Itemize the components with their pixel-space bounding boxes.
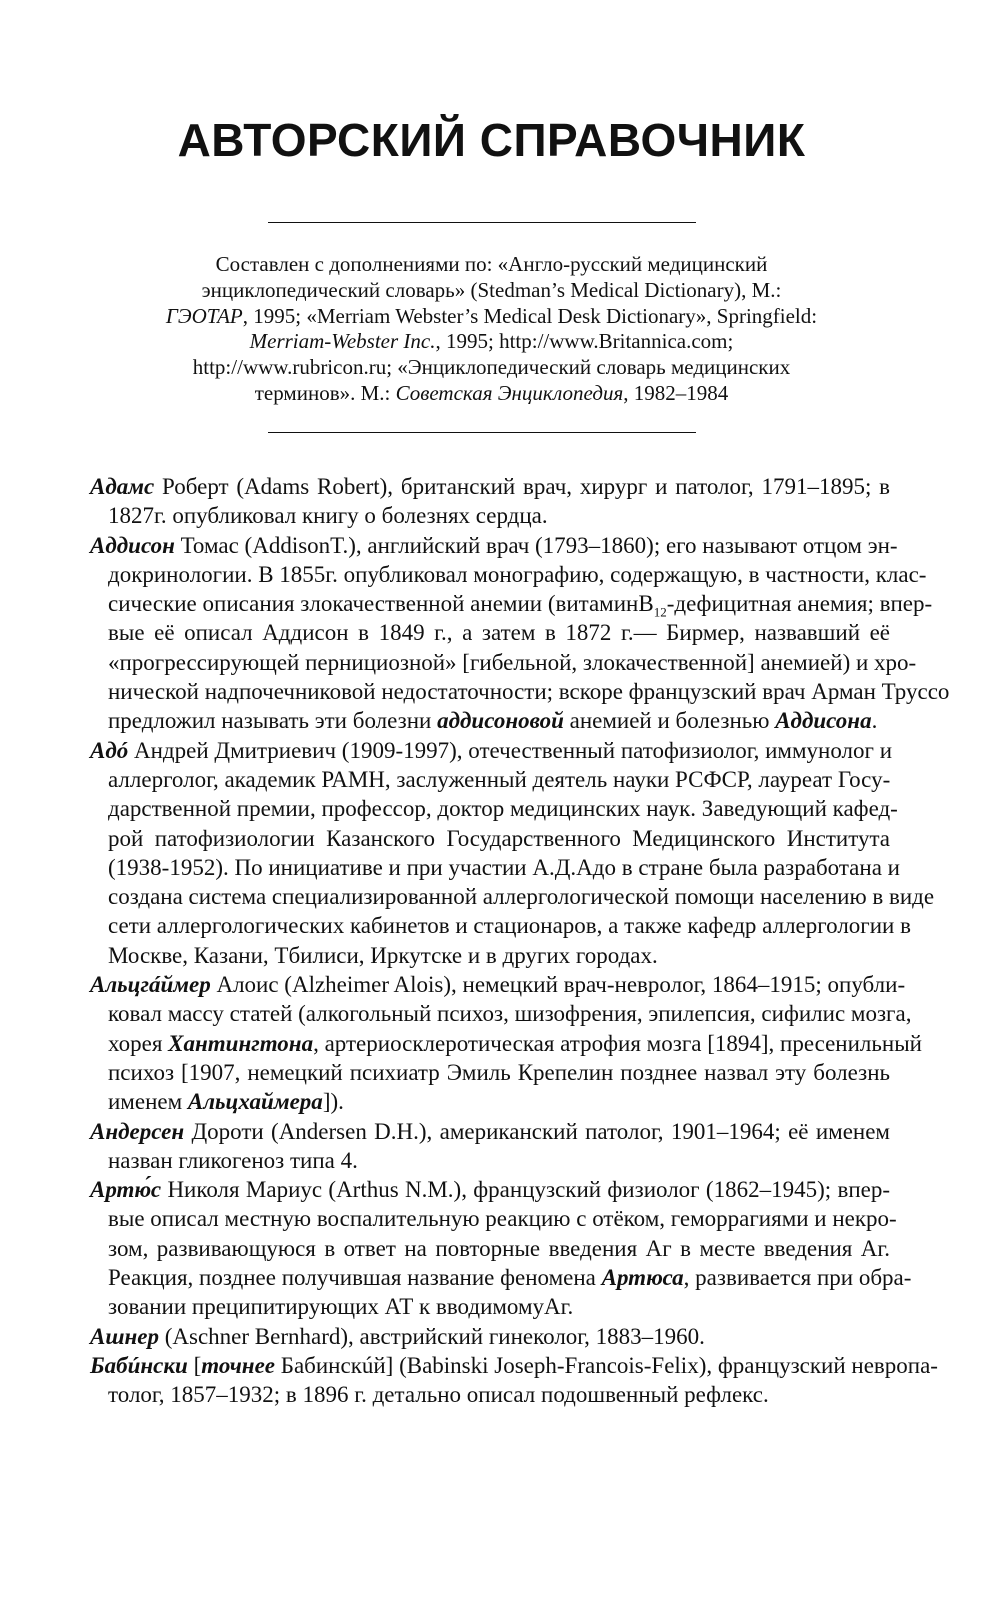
emphasis-term: Альцхаймера	[187, 1089, 323, 1115]
entry-line: создана система специализированной аллергологической помощи населению в виде	[108, 884, 935, 910]
entry-alzheimer	[90, 970, 922, 1116]
emphasis-term: Артюса	[601, 1265, 684, 1291]
entry-headword: Андерсен	[90, 1118, 185, 1144]
entry-ado	[90, 736, 935, 970]
source-text: , 1995; «Merriam Webster’s Medical Desk Dictionary», Springfield:	[242, 303, 818, 328]
entry-line	[90, 1263, 912, 1292]
page-title: АВТОРСКИЙ СПРАВОЧНИК	[177, 114, 806, 166]
entry-text: , развивается при обра-	[683, 1265, 912, 1291]
publisher-name: ГЭОТАР	[165, 303, 243, 328]
entry-line: рой патофизиологии Казанского Государственного Медицинского Института	[108, 825, 890, 851]
entry-line	[90, 736, 893, 765]
entry-headword: Адó	[90, 737, 129, 763]
entry-line: дарственной премии, профессор, доктор медицинских наук. Заведующий кафед-	[108, 796, 898, 822]
entry-arthus	[90, 1175, 912, 1321]
entry-line	[90, 706, 890, 735]
entry-text: Николя Мариус (Arthus N.M.), французский физиолог (1862–1945); впер-	[161, 1177, 890, 1203]
entry-line: психоз [1907, немецкий психиатр Эмиль Крепелин позднее назвал эту болезнь	[108, 1059, 890, 1085]
entry-text: Дороти (Andersen D.H.), американский патолог, 1901–1964; её именем	[184, 1118, 890, 1144]
top-divider	[268, 222, 696, 223]
entry-line: нической надпочечниковой недостаточности; вскоре французский врач Арман Труссо	[108, 679, 950, 705]
entry-text: [	[187, 1352, 202, 1378]
entry-headword: Аддисон	[90, 532, 175, 558]
entry-line	[90, 472, 890, 501]
source-text: , 1982–1984	[623, 380, 729, 405]
source-text: терминов». М.:	[254, 380, 396, 405]
entry-line: вые её описал Аддисон в 1849 г., а затем в 1872 г.— Бирмер, назвавший её	[108, 620, 890, 646]
entry-text: сические описания злокачественной анемии (витаминB	[108, 591, 654, 617]
emphasis-term: аддисоновой	[437, 708, 564, 734]
entry-headword: Ашнер	[90, 1323, 159, 1349]
entry-text: хорея	[108, 1030, 169, 1056]
entry-line	[90, 1351, 938, 1380]
entry-andersen	[90, 1117, 890, 1176]
entry-line	[90, 1087, 890, 1116]
entry-line	[90, 1029, 922, 1058]
emphasis-term: Хантингтона	[168, 1030, 314, 1056]
entry-line	[90, 589, 933, 620]
entry-line: (1938-1952). По инициативе и при участии А.Д.Адо в стране была разработана и	[108, 854, 900, 880]
source-line	[150, 329, 833, 355]
entry-aschner	[90, 1322, 890, 1351]
entry-text: предложил называть эти болезни	[108, 708, 438, 734]
entry-line	[90, 1117, 890, 1146]
subscript: 12	[653, 604, 667, 620]
entry-line: сети аллергологических кабинетов и стационаров, а также кафедр аллергологии в	[108, 913, 911, 939]
entry-line: вые описал местную воспалительную реакцию с отёком, геморрагиями и некро-	[108, 1206, 897, 1232]
entry-line: толог, 1857–1932; в 1896 г. детально описал подошвенный рефлекс.	[108, 1382, 769, 1408]
source-note	[150, 252, 833, 407]
entry-line	[90, 1175, 890, 1204]
entry-line: зовании преципитирующих АТ к вводимомуАг.	[108, 1294, 574, 1320]
entry-headword: Альцгáймер	[90, 972, 211, 998]
entry-adams	[90, 472, 890, 531]
source-line: энциклопедический словарь» (Stedman’s Medical Dictionary), М.:	[201, 277, 782, 302]
entry-text: Томас (AddisonT.), английский врач (1793–1860); его называют отцом эн-	[174, 532, 898, 558]
emphasis-term: Аддисона	[775, 708, 872, 734]
entry-addison	[90, 531, 950, 736]
entry-text: анемией и болезнью	[563, 708, 776, 734]
source-line: http://www.rubricon.ru; «Энциклопедический словарь медицинских	[192, 355, 791, 380]
entry-headword: Артю́с	[90, 1177, 162, 1203]
entry-line	[90, 1322, 890, 1351]
entry-line: «прогрессирующей пернициозной» [гибельной, злокачественной] анемией) и хро-	[108, 649, 917, 675]
entry-headword: Адамс	[90, 474, 155, 499]
publisher-name: Советская Энциклопедия	[395, 380, 624, 405]
entry-line: Москве, Казани, Тбилиси, Иркутске и в других городах.	[108, 942, 658, 968]
entry-line: назван гликогеноз типа 4.	[108, 1147, 358, 1173]
emphasis-term: точнее	[201, 1352, 275, 1378]
entry-line	[90, 970, 906, 999]
source-line	[150, 381, 833, 407]
entry-text: Алоис (Alzheimer Alois), немецкий врач-невролог, 1864–1915; опубли-	[210, 972, 906, 998]
publisher-name: Merriam-Webster Inc.	[249, 329, 436, 354]
entry-text: именем	[108, 1089, 188, 1115]
entry-line: 1827г. опубликовал книгу о болезнях сердца.	[108, 503, 548, 529]
entry-headword: Бабúнски	[90, 1352, 188, 1378]
entry-text: -дефицитная анемия; впер-	[666, 591, 933, 617]
entry-text: Роберт (Adams Robert), британский врач, хирург и патолог, 1791–1895; в	[154, 474, 890, 499]
entry-text: Андрей Дмитриевич (1909-1997), отечественный патофизиолог, иммунолог и	[128, 737, 893, 763]
entry-text: ]).	[322, 1089, 344, 1115]
bottom-divider	[268, 432, 696, 433]
entry-line: ковал массу статей (алкогольный психоз, шизофрения, эпилепсия, сифилис мозга,	[108, 1001, 912, 1027]
source-line	[150, 304, 833, 330]
source-text: , 1995; http://www.Britannica.com;	[435, 329, 734, 354]
entry-text: .	[871, 708, 878, 734]
entry-list	[90, 472, 950, 1410]
entry-line	[90, 531, 898, 560]
entry-line: докринологии. В 1855г. опубликовал монографию, содержащую, в частности, клас-	[108, 561, 927, 587]
source-line: Составлен с дополнениями по: «Англо-русский медицинский	[215, 252, 768, 276]
entry-line: аллерголог, академик РАМН, заслуженный деятель науки РСФСР, лауреат Госу-	[108, 766, 891, 792]
entry-text: Бабинскúй] (Babinski Joseph-Francois-Felix), французский невропа-	[275, 1352, 938, 1378]
entry-text: , артериосклеротическая атрофия мозга [1894], пресенильный	[313, 1030, 922, 1056]
entry-line: зом, развивающуюся в ответ на повторные введения Аг в месте введения Аг.	[108, 1235, 890, 1261]
entry-babinski	[90, 1351, 938, 1410]
entry-text: Реакция, позднее получившая название феномена	[108, 1265, 602, 1291]
entry-text: (Aschner Bernhard), австрийский гинеколог, 1883–1960.	[158, 1323, 705, 1349]
